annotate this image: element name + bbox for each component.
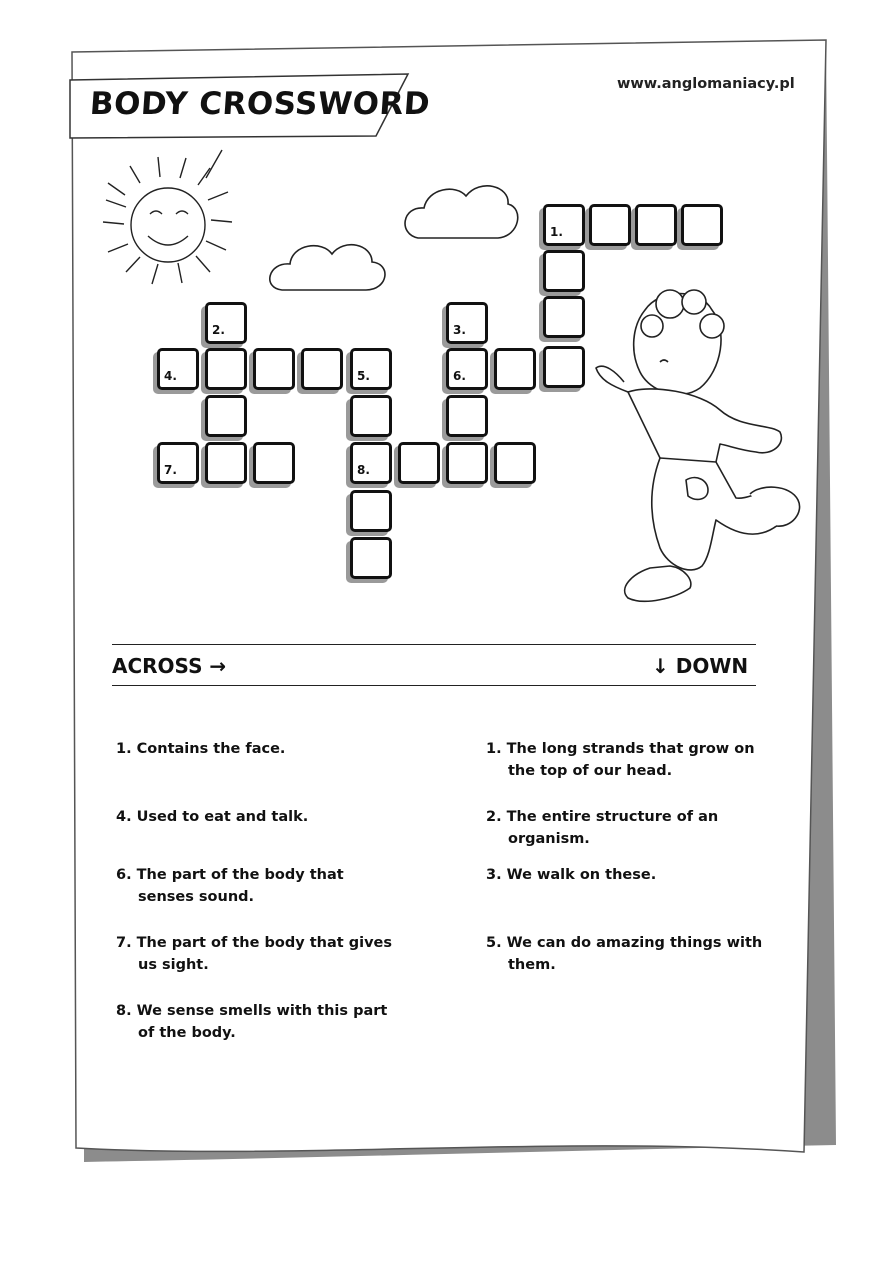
crossword-cell[interactable] [543,250,585,292]
down-clue-1: 1. The long strands that grow on the top of our head. [486,741,755,779]
down-heading: ↓ DOWN [652,654,749,678]
crossword-cell[interactable] [446,395,488,437]
crossword-cell[interactable] [543,346,585,388]
across-clue-4: 4. Used to eat and talk. [116,809,309,825]
clue-number: 7. [164,463,177,477]
down-clue-2: 2. The entire structure of an organism. [486,809,719,847]
crossword-cell[interactable] [350,348,392,390]
across-heading: ACROSS → [112,654,227,678]
across-clue-8: 8. We sense smells with this part of the body. [116,1003,388,1041]
crossword-cell[interactable] [589,204,631,246]
crossword-cell[interactable] [446,442,488,484]
crossword-cell[interactable] [350,490,392,532]
page-title: BODY CROSSWORD [88,86,432,122]
crossword-cell[interactable] [301,348,343,390]
clue-number: 8. [357,463,370,477]
crossword-cell[interactable] [543,296,585,338]
crossword-cell[interactable] [253,348,295,390]
clue-number: 3. [453,323,466,337]
bottom-divider [112,685,756,686]
crossword-cell[interactable] [681,204,723,246]
top-divider [112,644,756,645]
crossword-cell[interactable] [494,348,536,390]
crossword-cell[interactable] [543,204,585,246]
crossword-cell[interactable] [157,348,199,390]
clue-number: 1. [550,225,563,239]
crossword-cell[interactable] [253,442,295,484]
across-clue-6: 6. The part of the body that senses sound. [116,867,344,905]
crossword-cell[interactable] [350,395,392,437]
crossword-cell[interactable] [446,348,488,390]
crossword-cell[interactable] [635,204,677,246]
crossword-cell[interactable] [446,302,488,344]
clue-number: 5. [357,369,370,383]
crossword-cell[interactable] [157,442,199,484]
crossword-cell[interactable] [205,302,247,344]
crossword-cell[interactable] [205,395,247,437]
down-clue-5: 5. We can do amazing things with them. [486,935,763,973]
crossword-cell[interactable] [494,442,536,484]
clue-number: 2. [212,323,225,337]
clue-number: 6. [453,369,466,383]
crossword-cell[interactable] [205,442,247,484]
crossword-cell[interactable] [398,442,440,484]
clue-number: 4. [164,369,177,383]
down-clue-3: 3. We walk on these. [486,867,657,883]
across-clue-7: 7. The part of the body that gives us sight. [116,935,392,973]
crossword-cell[interactable] [350,442,392,484]
website-url: www.anglomaniacy.pl [617,76,795,92]
crossword-cell[interactable] [350,537,392,579]
across-clue-1: 1. Contains the face. [116,741,286,757]
crossword-cell[interactable] [205,348,247,390]
